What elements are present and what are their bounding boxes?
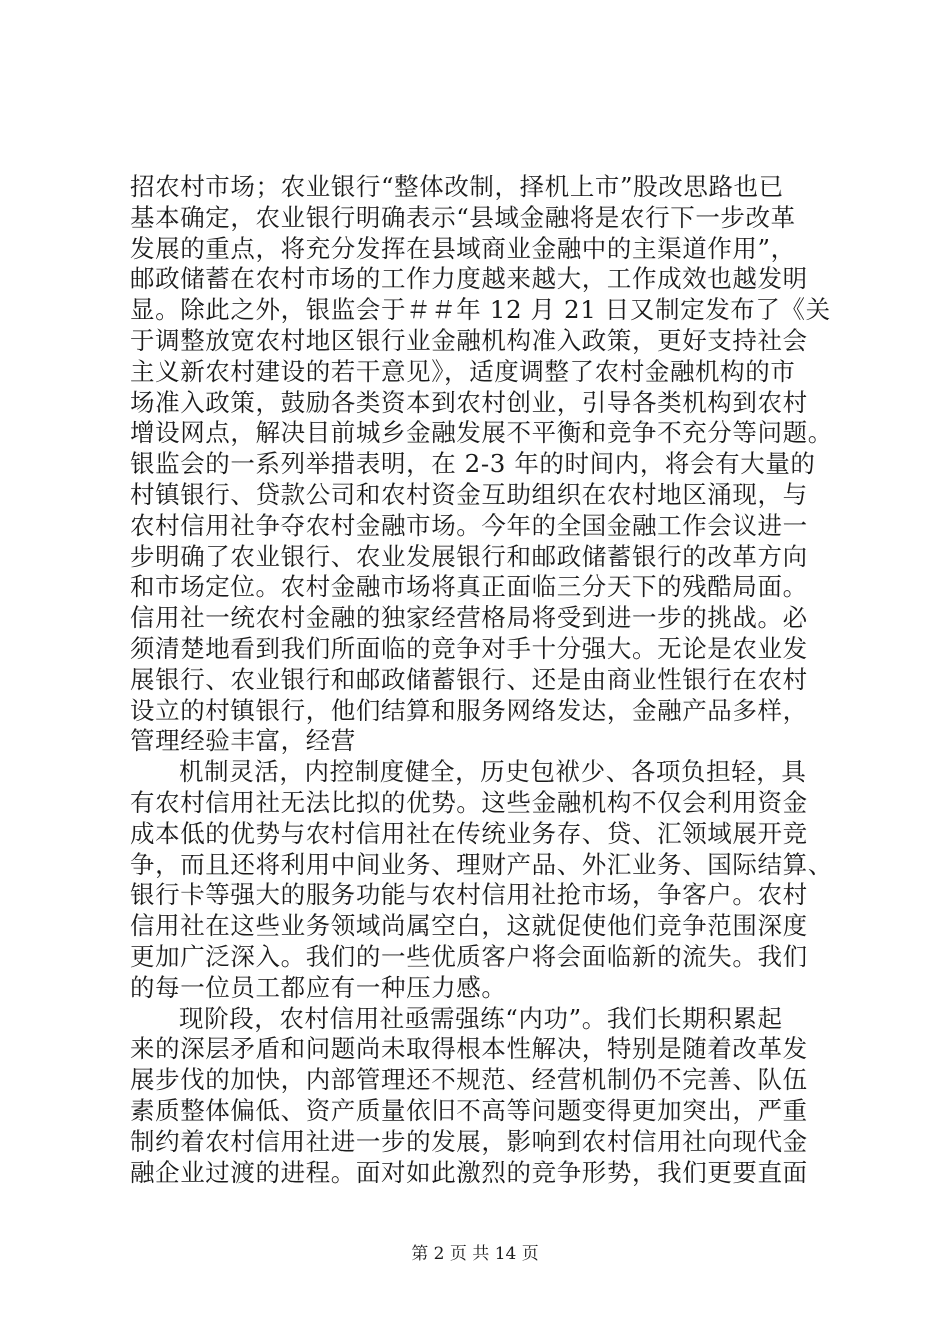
text-line: 村镇银行、贷款公司和农村资金互助组织在农村地区涌现，与 xyxy=(130,479,808,509)
text-line: 信用社在这些业务领域尚属空白，这就促使他们竞争范围深度 xyxy=(130,911,808,941)
text-line-indented: 现阶段，农村信用社亟需强练“内功”。我们长期积累起 xyxy=(179,1003,783,1033)
text-line: 步明确了农业银行、农业发展银行和邮政储蓄银行的改革方向 xyxy=(130,541,808,571)
text-line: 融企业过渡的进程。面对如此激烈的竞争形势，我们更要直面 xyxy=(130,1157,808,1187)
text-line: 基本确定，农业银行明确表示“县域金融将是农行下一步改革 xyxy=(130,202,796,232)
text-line: 展步伐的加快，内部管理还不规范、经营机制仍不完善、队伍 xyxy=(130,1065,808,1095)
text-line: 增设网点，解决目前城乡金融发展不平衡和竞争不充分等问题。 xyxy=(130,418,833,448)
paragraph-1 xyxy=(130,172,833,757)
text-line: 和市场定位。农村金融市场将真正面临三分天下的残酷局面。 xyxy=(130,572,808,602)
text-line: 主义新农村建设的若干意见》，适度调整了农村金融机构的市 xyxy=(130,356,796,386)
page-number-label: 第 2 页 共 14 页 xyxy=(411,1244,539,1264)
text-line: 显。除此之外，银监会于＃＃年 12 月 21 日又制定发布了《关 xyxy=(130,295,831,325)
text-line: 争，而且还将利用中间业务、理财产品、外汇业务、国际结算、 xyxy=(130,849,833,879)
text-line: 的每一位员工都应有一种压力感。 xyxy=(130,972,507,1002)
page-footer xyxy=(0,1243,950,1265)
text-line: 银行卡等强大的服务功能与农村信用社抢市场，争客户。农村 xyxy=(130,880,808,910)
text-line: 农村信用社争夺农村金融市场。今年的全国金融工作会议进一 xyxy=(130,510,808,540)
text-line: 设立的村镇银行，他们结算和服务网络发达，金融产品多样， xyxy=(130,695,808,725)
text-line: 制约着农村信用社进一步的发展，影响到农村信用社向现代金 xyxy=(130,1126,808,1156)
text-line: 信用社一统农村金融的独家经营格局将受到进一步的挑战。必 xyxy=(130,603,808,633)
text-line: 展银行、农业银行和邮政储蓄银行、还是由商业性银行在农村 xyxy=(130,664,808,694)
text-line: 来的深层矛盾和问题尚未取得根本性解决，特别是随着改革发 xyxy=(130,1034,808,1064)
text-line-indented: 机制灵活，内控制度健全，历史包袱少、各项负担轻，具 xyxy=(179,757,807,787)
text-line: 场准入政策，鼓励各类资本到农村创业，引导各类机构到农村 xyxy=(130,387,808,417)
paragraph-2 xyxy=(130,757,833,1003)
text-line: 招农村市场；农业银行“整体改制，择机上市”股改思路也已 xyxy=(130,172,784,201)
text-line: 须清楚地看到我们所面临的竞争对手十分强大。无论是农业发 xyxy=(130,633,808,663)
text-line: 发展的重点，将充分发挥在县域商业金融中的主渠道作用”， xyxy=(130,233,796,263)
paragraph-3 xyxy=(130,1004,830,1189)
text-line: 邮政储蓄在农村市场的工作力度越来越大，工作成效也越发明 xyxy=(130,264,808,294)
document-body xyxy=(130,172,833,1188)
text-line: 成本低的优势与农村信用社在传统业务存、贷、汇领域展开竞 xyxy=(130,818,808,848)
text-line: 银监会的一系列举措表明，在 2-3 年的时间内，将会有大量的 xyxy=(130,449,816,479)
text-line: 管理经验丰富，经营 xyxy=(130,726,356,756)
text-line: 有农村信用社无法比拟的优势。这些金融机构不仅会利用资金 xyxy=(130,787,808,817)
text-line: 素质整体偏低、资产质量依旧不高等问题变得更加突出，严重 xyxy=(130,1095,808,1125)
text-line: 于调整放宽农村地区银行业金融机构准入政策，更好支持社会 xyxy=(130,325,808,355)
text-line: 更加广泛深入。我们的一些优质客户将会面临新的流失。我们 xyxy=(130,941,808,971)
